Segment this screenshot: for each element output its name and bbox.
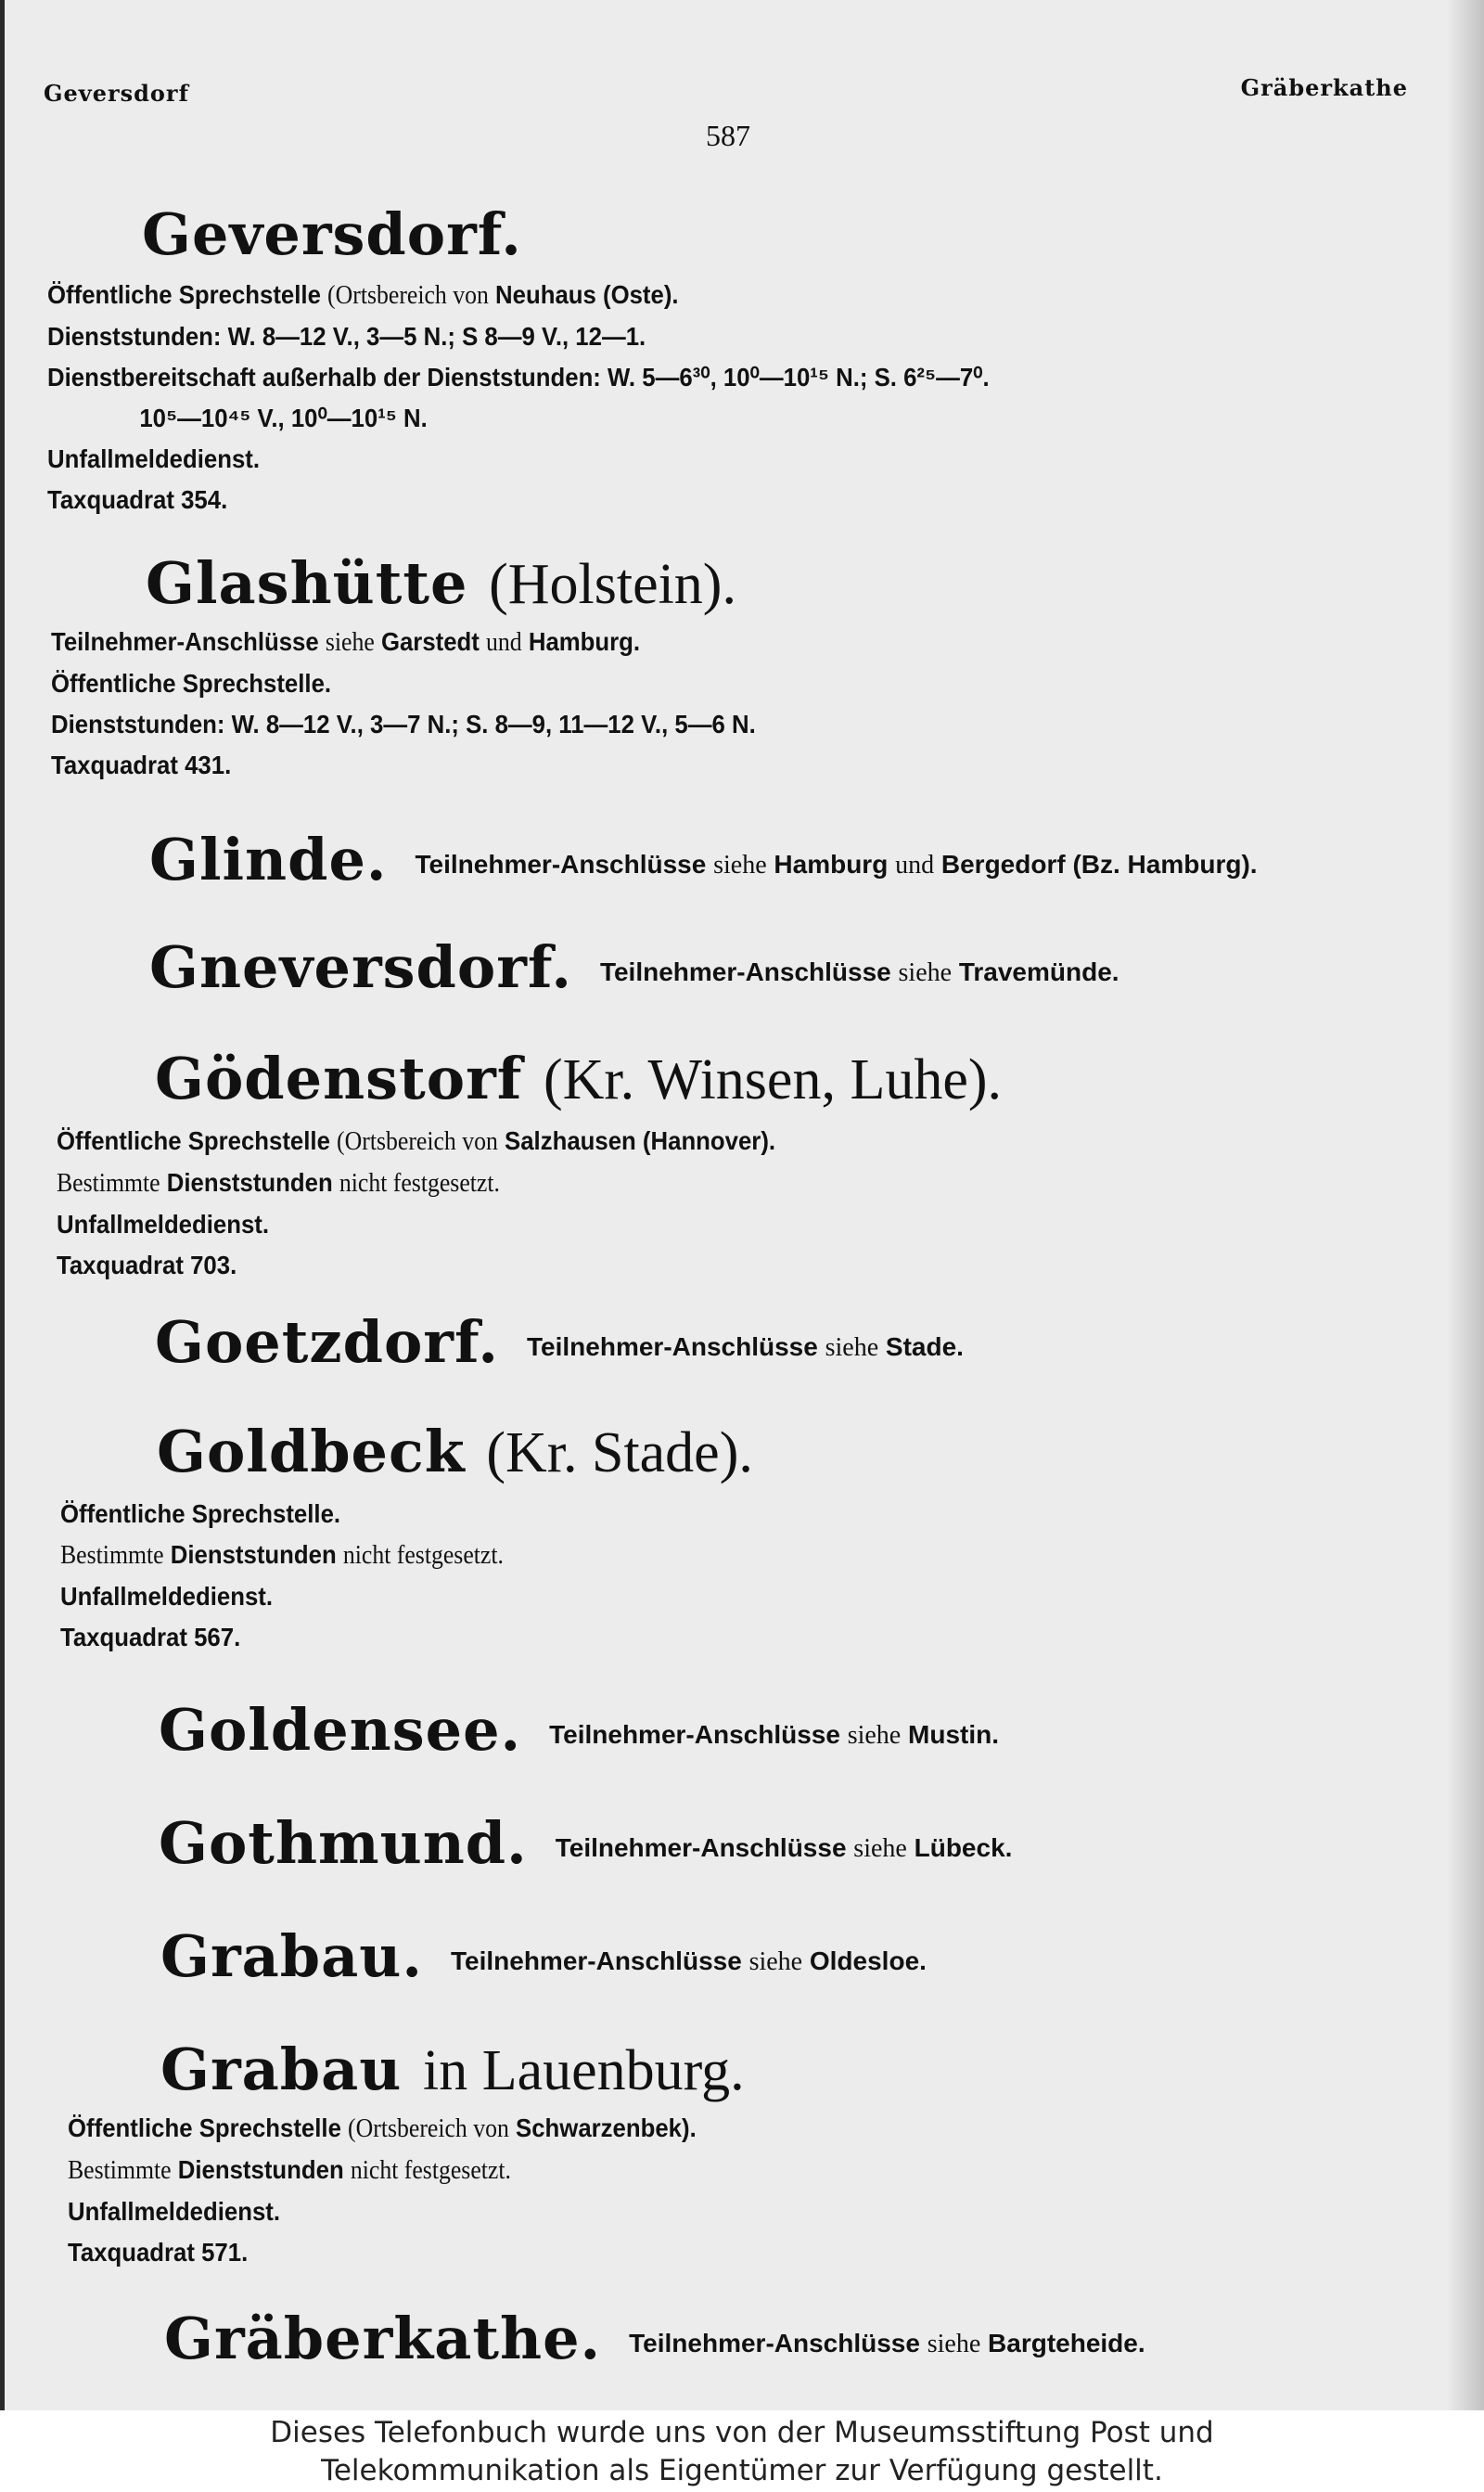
detail-line: Taxquadrat 703. <box>57 1251 237 1279</box>
entry-heading: Grabau in Lauenburg. <box>160 2036 745 2103</box>
entry-goedenstorf-details <box>57 1121 1484 1286</box>
entry-goedenstorf <box>155 1045 1484 1112</box>
entry-geversdorf <box>142 200 1484 268</box>
provenance-footer <box>0 2410 1484 2492</box>
entry-glinde <box>149 826 1484 893</box>
entry-graeberkathe <box>164 2305 1484 2372</box>
detail-line: Taxquadrat 431. <box>51 751 232 779</box>
entry-heading: Goetzdorf. Teilnehmer-Anschlüsse siehe Stade. <box>155 1308 964 1376</box>
entry-goldbeck <box>157 1418 1484 1485</box>
entry-gneversdorf <box>149 933 1484 1001</box>
entry-glashuette-details <box>51 622 1484 786</box>
detail-line: Teilnehmer-Anschlüsse siehe Garstedt und Hamburg. <box>51 627 641 657</box>
detail-line: Taxquadrat 354. <box>47 485 228 514</box>
detail-line: Dienststunden: W. 8—12 V., 3—5 N.; S 8—9 V., 12—1. <box>47 322 646 351</box>
entry-heading: Gödenstorf (Kr. Winsen, Luhe). <box>155 1045 1002 1112</box>
entry-heading: Goldbeck (Kr. Stade). <box>157 1418 753 1485</box>
detail-line: Bestimmte Dienststunden nicht festgesetzt. <box>60 1540 504 1570</box>
running-head-left: Geversdorf <box>44 80 189 107</box>
entry-gothmund <box>159 1809 1484 1877</box>
detail-line: Dienststunden: W. 8—12 V., 3—7 N.; S. 8—9, 11—12 V., 5—6 N. <box>51 710 756 739</box>
entry-grabau <box>160 1922 1484 1990</box>
detail-line: Dienstbereitschaft außerhalb der Dienststunden: W. 5—6³⁰, 10⁰—10¹⁵ N.; S. 6²⁵—7⁰. <box>47 363 990 392</box>
entry-heading: Glashütte (Holstein). <box>146 549 736 617</box>
running-head-right: Gräberkathe <box>1240 74 1408 101</box>
detail-line: Öffentliche Sprechstelle (Ortsbereich von Schwarzenbek). <box>68 2113 697 2143</box>
entry-heading: Gräberkathe. Teilnehmer-Anschlüsse siehe Bargteheide. <box>164 2305 1145 2372</box>
entry-geversdorf-details <box>47 275 1484 520</box>
entry-goldbeck-details <box>60 1494 1484 1658</box>
entry-goetzdorf <box>155 1308 1484 1376</box>
entry-goldensee <box>159 1696 1484 1764</box>
detail-line: Taxquadrat 567. <box>60 1623 241 1651</box>
entry-heading: Glinde. Teilnehmer-Anschlüsse siehe Hamburg und Bergedorf (Bz. Hamburg). <box>149 826 1258 893</box>
detail-line: Unfallmeldedienst. <box>60 1582 274 1611</box>
page-number: 587 <box>706 119 750 152</box>
detail-line: Taxquadrat 571. <box>68 2238 249 2267</box>
detail-line: Öffentliche Sprechstelle (Ortsbereich von Salzhausen (Hannover). <box>57 1126 776 1156</box>
detail-line: Unfallmeldedienst. <box>68 2197 281 2226</box>
entry-heading: Goldensee. Teilnehmer-Anschlüsse siehe Mustin. <box>159 1696 1000 1764</box>
detail-line: Öffentliche Sprechstelle. <box>51 669 332 698</box>
entry-grabau-lauenburg-details <box>68 2108 1484 2273</box>
entry-heading: Gothmund. Teilnehmer-Anschlüsse siehe Lübeck. <box>159 1809 1013 1877</box>
entry-heading: Grabau. Teilnehmer-Anschlüsse siehe Oldesloe. <box>160 1922 927 1990</box>
detail-line: Öffentliche Sprechstelle. <box>60 1499 341 1528</box>
detail-line: 10⁵—10⁴⁵ V., 10⁰—10¹⁵ N. <box>139 404 428 432</box>
entry-heading: Gneversdorf. Teilnehmer-Anschlüsse siehe Travemünde. <box>149 933 1119 1001</box>
footer-line: Dieses Telefonbuch wurde uns von der Museumsstiftung Post und <box>270 2416 1214 2449</box>
detail-line: Bestimmte Dienststunden nicht festgesetzt. <box>57 1168 500 1198</box>
footer-line: Telekommunikation als Eigentümer zur Verfügung gestellt. <box>321 2454 1163 2487</box>
detail-line: Öffentliche Sprechstelle (Ortsbereich von Neuhaus (Oste). <box>47 280 679 310</box>
detail-line: Unfallmeldedienst. <box>47 444 261 473</box>
detail-line: Unfallmeldedienst. <box>57 1210 270 1239</box>
entry-glashuette <box>146 549 1484 617</box>
entry-grabau-lauenburg <box>160 2036 1484 2103</box>
entry-heading: Geversdorf. <box>142 200 522 268</box>
detail-line: Bestimmte Dienststunden nicht festgesetzt. <box>68 2155 511 2185</box>
